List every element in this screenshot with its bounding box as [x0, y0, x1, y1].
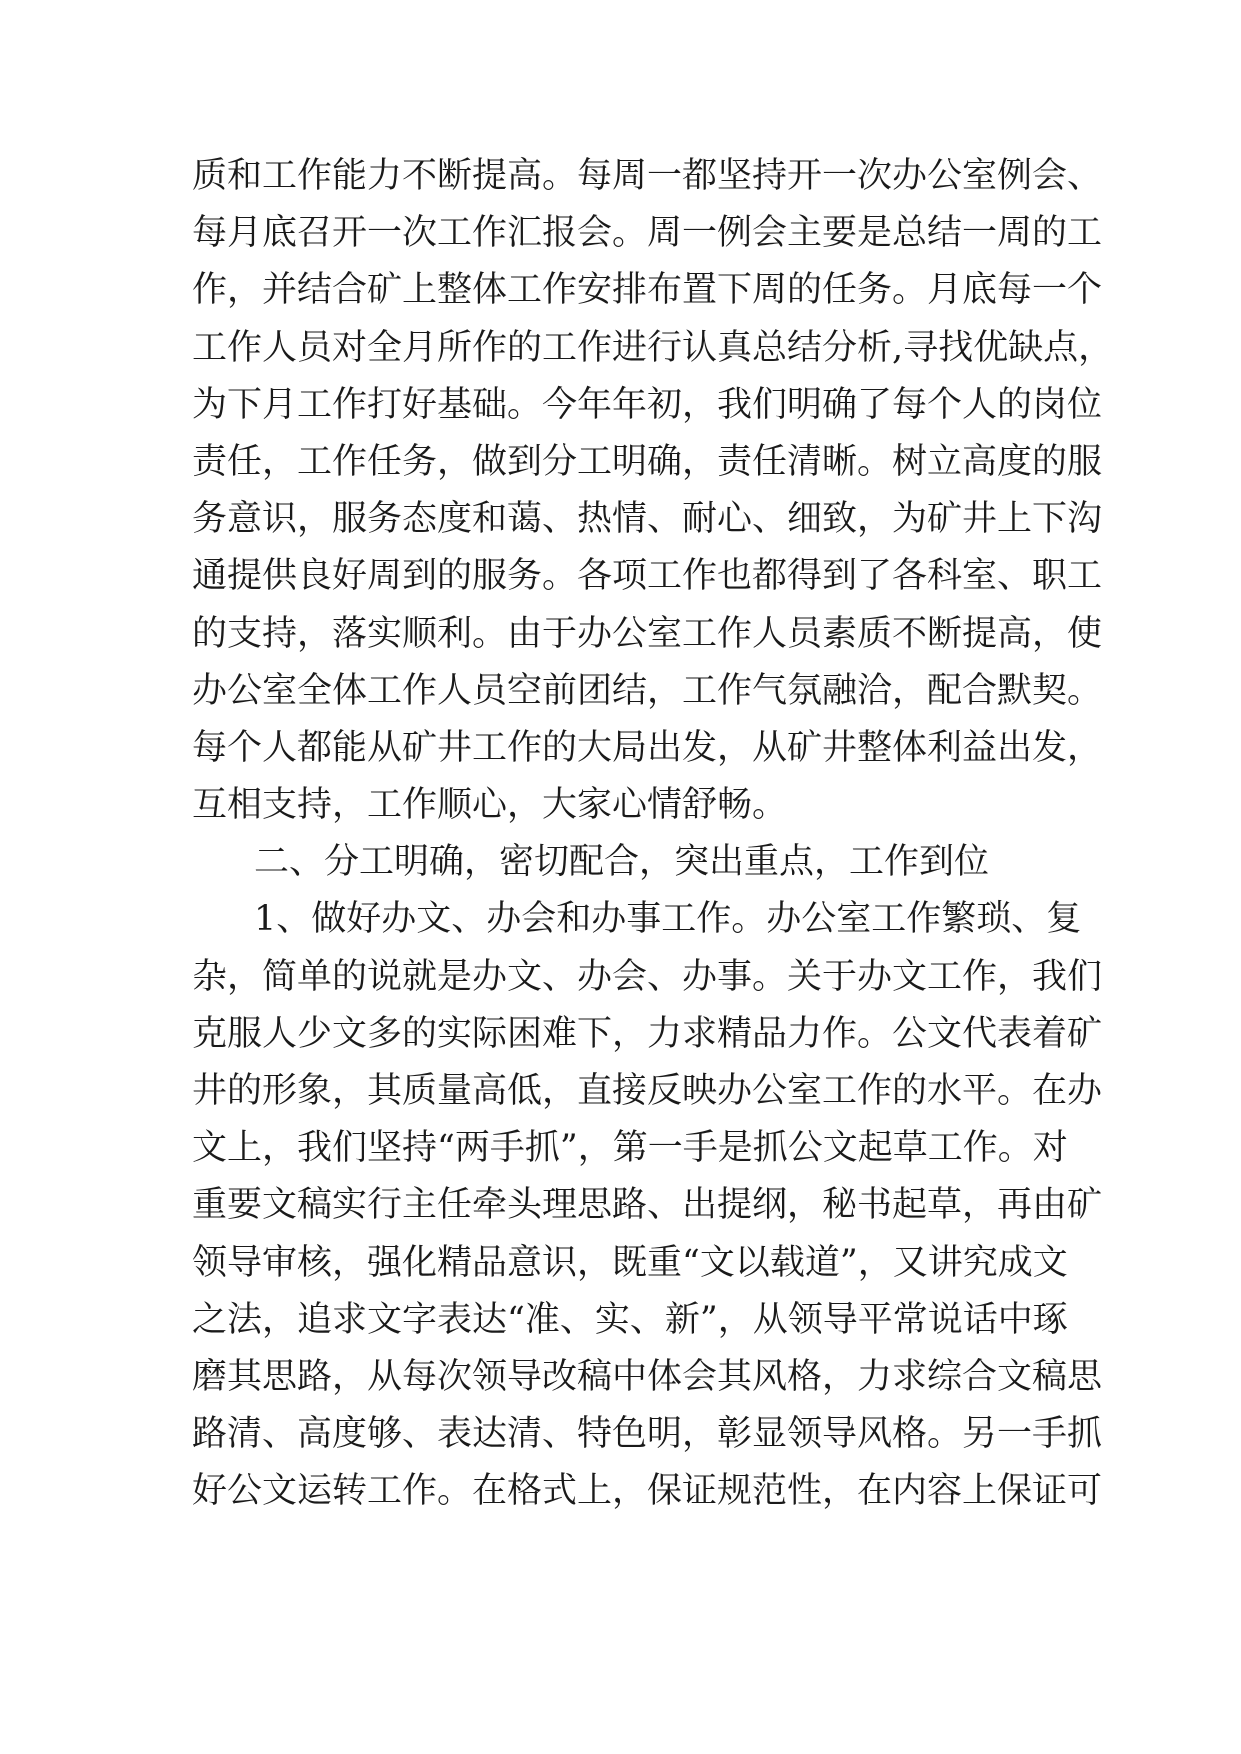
text-line: 之法，追求文字表达“准、实、新”，从领导平常说话中琢	[192, 1299, 1068, 1340]
text-line: 文上，我们坚持“两手抓”，第一手是抓公文起草工作。对	[192, 1128, 1068, 1169]
text-line: 务意识，服务态度和蔼、热情、耐心、细致，为矿井上下沟	[192, 499, 1103, 540]
text-line: 磨其思路，从每次领导改稿中体会其风格，力求综合文稿思	[192, 1356, 1103, 1397]
text-line: 每个人都能从矿井工作的大局出发，从矿井整体利益出发，	[192, 727, 1103, 768]
text-line: 井的形象，其质量高低，直接反映办公室工作的水平。在办	[192, 1071, 1103, 1111]
text-line: 为下月工作打好基础。今年年初，我们明确了每个人的岗位	[192, 384, 1103, 425]
document-body	[192, 148, 1114, 1521]
text-line: 质和工作能力不断提高。每周一都坚持开一次办公室例会、	[192, 156, 1103, 196]
text-line: 通提供良好周到的服务。各项工作也都得到了各科室、职工	[192, 556, 1103, 597]
text-line: 工作人员对全月所作的工作进行认真总结分析,寻找优缺点，	[192, 327, 1114, 368]
text-line: 责任，工作任务，做到分工明确，责任清晰。树立高度的服	[192, 441, 1103, 482]
section-heading: 二、分工明确，密切配合，突出重点，工作到位	[254, 842, 990, 883]
text-line: 杂，简单的说就是办文、办会、办事。关于办文工作，我们	[192, 956, 1103, 997]
text-line: 重要文稿实行主任牵头理思路、出提纲，秘书起草，再由矿	[192, 1185, 1103, 1226]
text-line: 办公室全体工作人员空前团结，工作气氛融洽，配合默契。	[192, 670, 1103, 711]
text-line: 互相支持，工作顺心，大家心情舒畅。	[192, 785, 788, 826]
text-line: 好公文运转工作。在格式上，保证规范性，在内容上保证可	[192, 1471, 1103, 1512]
text-line: 每月底召开一次工作汇报会。周一例会主要是总结一周的工	[192, 213, 1103, 254]
text-line: 1、做好办文、办会和办事工作。办公室工作繁琐、复	[254, 899, 1082, 940]
text-line: 领导审核，强化精品意识，既重“文以载道”，又讲究成文	[192, 1242, 1068, 1283]
text-line: 路清、高度够、表达清、特色明，彰显领导风格。另一手抓	[192, 1414, 1103, 1455]
text-line: 作，并结合矿上整体工作安排布置下周的任务。月底每一个	[192, 270, 1103, 311]
text-line: 克服人少文多的实际困难下，力求精品力作。公文代表着矿	[192, 1013, 1103, 1054]
text-line: 的支持，落实顺利。由于办公室工作人员素质不断提高，使	[192, 613, 1103, 654]
